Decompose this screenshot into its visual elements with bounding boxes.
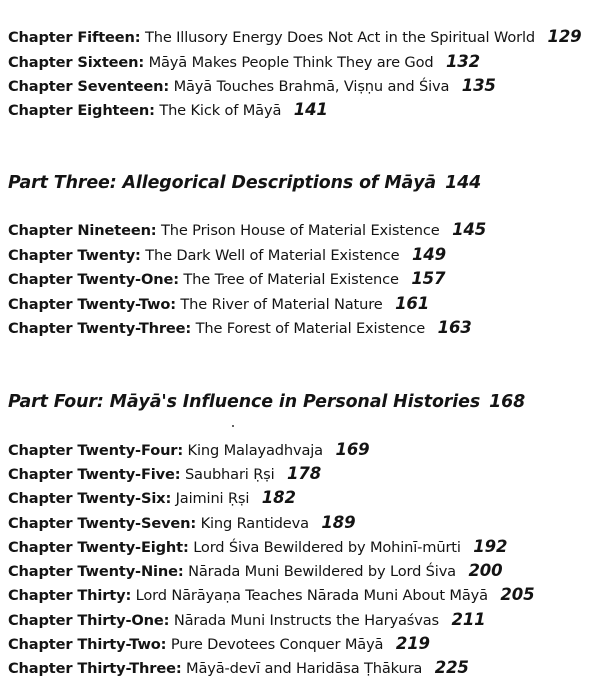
print-speck: [232, 425, 234, 427]
chapter-label: Chapter Twenty-Eight:: [8, 539, 189, 556]
page-number: 182: [261, 488, 296, 507]
page-number: 135: [461, 76, 496, 95]
chapter-label: Chapter Twenty-One:: [8, 271, 179, 288]
chapter-label: Chapter Eighteen:: [8, 102, 155, 119]
chapter-label: Chapter Thirty-Three:: [8, 660, 182, 677]
toc-entry-chapter-33[interactable]: [8, 659, 469, 678]
chapter-title: Pure Devotees Conquer Māyā: [170, 636, 384, 653]
toc-entry-chapter-23[interactable]: [8, 319, 472, 338]
page-number: 163: [437, 318, 472, 337]
page-number: 132: [445, 52, 480, 71]
toc-entry-chapter-18[interactable]: [8, 101, 328, 120]
chapter-title: The Illusory Energy Does Not Act in the Spiritual World: [144, 29, 536, 46]
chapter-label: Chapter Twenty-Four:: [8, 442, 184, 459]
chapter-label: Chapter Fifteen:: [8, 29, 141, 46]
chapter-title: Saubhari Ṛṣi: [184, 466, 275, 483]
page-number: 144: [445, 173, 482, 193]
toc-entry-chapter-20[interactable]: [8, 246, 446, 265]
toc-entry-chapter-31[interactable]: [8, 611, 486, 630]
chapter-label: Chapter Twenty-Five:: [8, 466, 181, 483]
chapter-title: The Tree of Material Existence: [183, 271, 399, 288]
chapter-title: Lord Nārāyaṇa Teaches Nārada Muni About Māyā: [135, 587, 488, 604]
chapter-label: Chapter Thirty:: [8, 587, 132, 604]
chapter-title: Nārada Muni Instructs the Haryaśvas: [173, 612, 439, 629]
toc-entry-chapter-26[interactable]: [8, 489, 296, 508]
toc-entry-chapter-27[interactable]: [8, 514, 355, 533]
chapter-title: Māyā Makes People Think They are God: [148, 54, 434, 71]
chapter-title: The Prison House of Material Existence: [161, 222, 440, 239]
page-number: 157: [411, 269, 446, 288]
chapter-title: King Malayadhvaja: [187, 442, 323, 459]
page-number: 141: [293, 100, 328, 119]
chapter-title: The River of Material Nature: [180, 296, 383, 313]
toc-entry-chapter-21[interactable]: [8, 270, 445, 289]
chapter-title: The Kick of Māyā: [159, 102, 282, 119]
page-number: 189: [321, 513, 356, 532]
page-number: 149: [411, 245, 446, 264]
page-number: 129: [547, 27, 582, 46]
page-number: 211: [451, 610, 486, 629]
chapter-label: Chapter Twenty-Two:: [8, 296, 176, 313]
chapter-title: King Rantideva: [200, 515, 309, 532]
toc-entry-chapter-30[interactable]: [8, 586, 534, 605]
part-four-heading[interactable]: [8, 391, 525, 413]
chapter-label: Chapter Sixteen:: [8, 54, 145, 71]
chapter-label: Chapter Twenty:: [8, 247, 141, 264]
page-number: 192: [473, 537, 508, 556]
chapter-label: Chapter Twenty-Six:: [8, 490, 172, 507]
part-three-heading[interactable]: [8, 172, 481, 194]
toc-entry-chapter-25[interactable]: [8, 465, 321, 484]
toc-entry-chapter-29[interactable]: [8, 562, 502, 581]
chapter-label: Chapter Twenty-Seven:: [8, 515, 197, 532]
toc-entry-chapter-17[interactable]: [8, 77, 496, 96]
page-number: 145: [452, 220, 487, 239]
chapter-label: Chapter Nineteen:: [8, 222, 157, 239]
chapter-title: The Forest of Material Existence: [195, 320, 426, 337]
page-number: 225: [434, 658, 469, 677]
toc-entry-chapter-19[interactable]: [8, 221, 486, 240]
toc-entry-chapter-24[interactable]: [8, 441, 369, 460]
chapter-title: Jaimini Ṛṣi: [175, 490, 250, 507]
chapter-title: The Dark Well of Material Existence: [145, 247, 400, 264]
page-number: 205: [500, 585, 535, 604]
toc-entry-chapter-28[interactable]: [8, 538, 507, 557]
chapter-label: Chapter Twenty-Three:: [8, 320, 192, 337]
chapter-title: Māyā Touches Brahmā, Viṣṇu and Śiva: [173, 78, 450, 95]
chapter-title: Lord Śiva Bewildered by Mohinī-mūrti: [193, 539, 461, 556]
chapter-label: Chapter Thirty-One:: [8, 612, 170, 629]
toc-entry-chapter-16[interactable]: [8, 53, 480, 72]
page-number: 219: [395, 634, 430, 653]
chapter-label: Chapter Seventeen:: [8, 78, 170, 95]
chapter-label: Chapter Thirty-Two:: [8, 636, 167, 653]
chapter-label: Chapter Twenty-Nine:: [8, 563, 184, 580]
chapter-title: Māyā-devī and Haridāsa Ṭhākura: [186, 660, 423, 677]
toc-entry-chapter-22[interactable]: [8, 295, 429, 314]
toc-entry-chapter-15[interactable]: [8, 28, 582, 47]
page-number: 169: [335, 440, 370, 459]
page-number: 168: [489, 392, 526, 412]
chapter-title: Nārada Muni Bewildered by Lord Śiva: [188, 563, 456, 580]
toc-entry-chapter-32[interactable]: [8, 635, 430, 654]
page-number: 161: [395, 294, 430, 313]
part-title: Part Four: Māyā's Influence in Personal Histories: [8, 392, 481, 412]
part-title: Part Three: Allegorical Descriptions of Māyā: [8, 173, 437, 193]
page-number: 178: [287, 464, 322, 483]
page-number: 200: [468, 561, 503, 580]
